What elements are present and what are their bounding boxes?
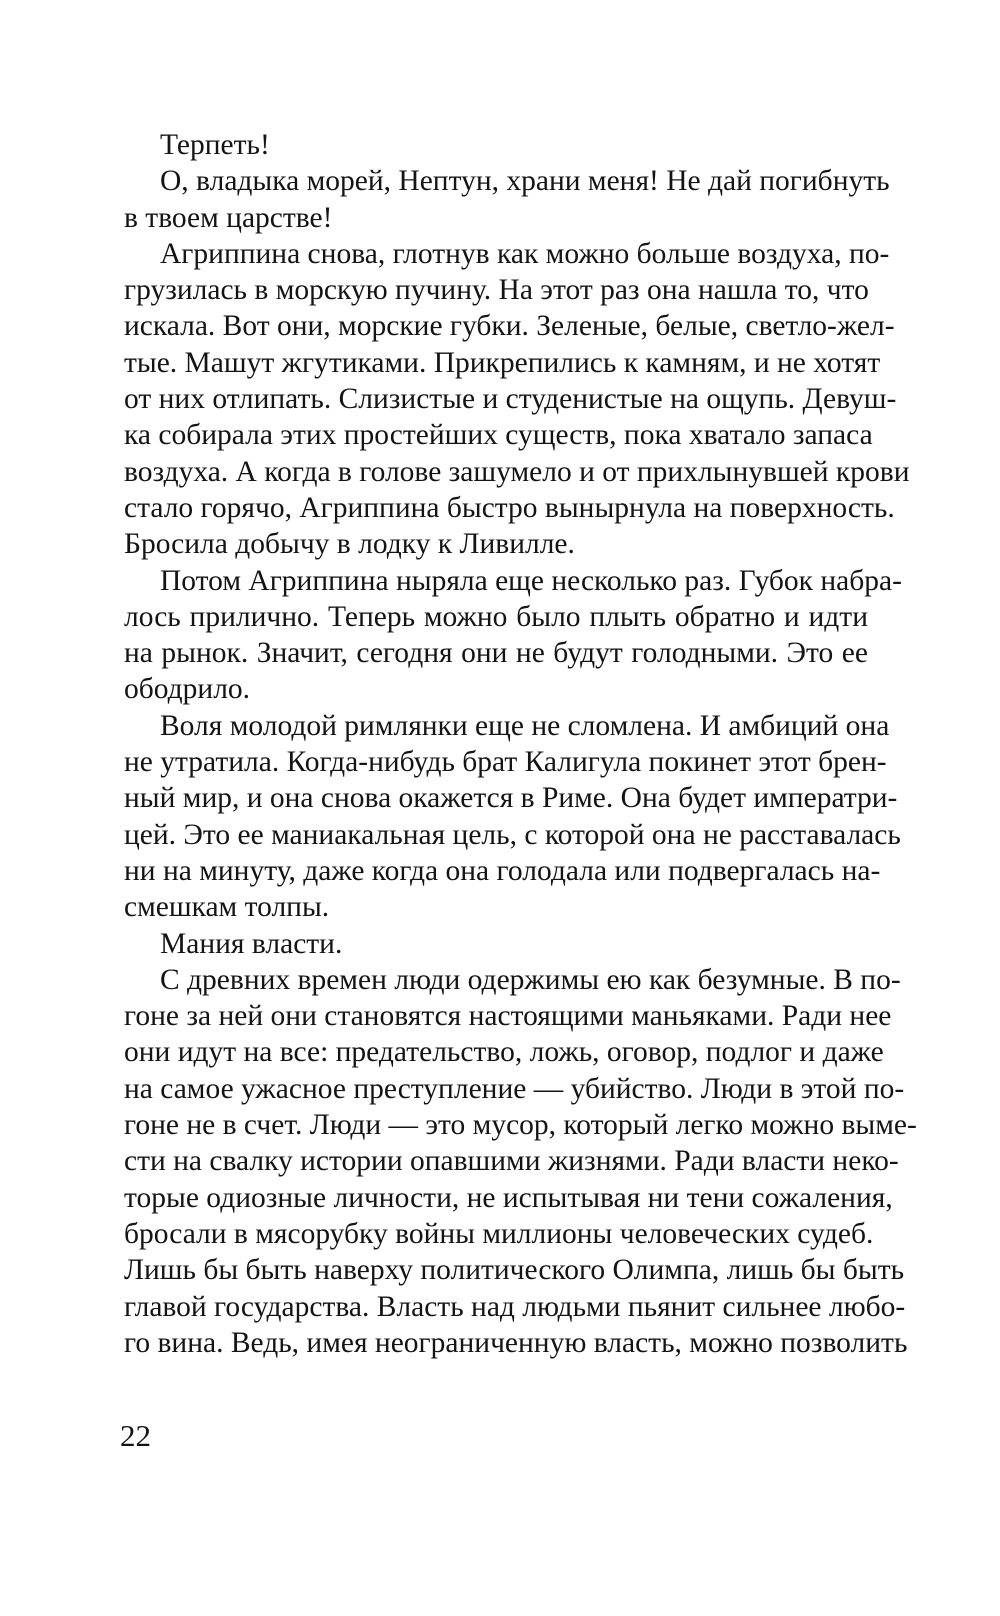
text-line: гоне за ней они становятся настоящими маньяками. Ради нее xyxy=(124,1000,892,1033)
page-number: 22 xyxy=(120,1418,151,1453)
text-line: они идут на все: предательство, ложь, оговор, подлог и даже xyxy=(124,1036,884,1069)
text-line: Мания власти. xyxy=(160,927,343,960)
text-line: искала. Вот они, морские губки. Зеленые, белые, светло-жел- xyxy=(124,310,895,343)
text-line: ни на минуту, даже когда она голодала или подвергалась на- xyxy=(124,854,881,887)
text-line: лось прилично. Теперь можно было плыть обратно и идти xyxy=(124,600,868,633)
text-line: ка собирала этих простейших существ, пока хватало запаса xyxy=(124,419,873,452)
text-line: О, владыка морей, Нептун, храни меня! Не дай погибнуть xyxy=(160,165,890,198)
text-line: Агриппина снова, глотнув как можно больше воздуха, по- xyxy=(160,237,890,270)
text-line: го вина. Ведь, имея неограниченную власть, можно позволить xyxy=(124,1326,908,1359)
text-line: на рынок. Значит, сегодня они не будут голодными. Это ее xyxy=(124,637,868,670)
text-line: Потом Агриппина ныряла еще несколько раз. Губок набра- xyxy=(160,564,902,597)
text-line: торые одиозные личности, не испытывая ни тени сожаления, xyxy=(124,1181,893,1214)
text-line: бросали в мясорубку войны миллионы человеческих судеб. xyxy=(124,1217,874,1250)
text-line: Воля молодой римлянки еще не сломлена. И амбиций она xyxy=(160,709,890,742)
text-line: цей. Это ее маниакальная цель, с которой она не расставалась xyxy=(124,818,901,851)
text-line: от них отлипать. Слизистые и студенистые на ощупь. Девуш- xyxy=(124,383,897,416)
text-line: стало горячо, Агриппина быстро вынырнула на поверхность. xyxy=(124,491,895,524)
text-line: Лишь бы быть наверху политического Олимпа, лишь бы быть xyxy=(124,1254,905,1287)
text-line: Терпеть! xyxy=(160,129,270,161)
page-body-text xyxy=(124,127,917,1361)
text-line: гоне не в счет. Люди — это мусор, который легко можно выме- xyxy=(124,1109,917,1142)
text-line: главой государства. Власть над людьми пьянит сильнее любо- xyxy=(124,1290,906,1323)
text-line: С древних времен люди одержимы ею как безумные. В по- xyxy=(160,963,901,996)
text-line: в твоем царстве! xyxy=(124,201,333,234)
text-line: ободрило. xyxy=(124,673,251,706)
text-line: смешкам толпы. xyxy=(124,891,330,924)
text-line: сти на свалку истории опавшими жизнями. Ради власти неко- xyxy=(124,1145,899,1178)
text-line: ный мир, и она снова окажется в Риме. Она будет императри- xyxy=(124,782,898,815)
text-line: воздуха. А когда в голове зашумело и от прихлынувшей крови xyxy=(124,455,910,488)
text-line: на самое ужасное преступление — убийство. Люди в этой по- xyxy=(124,1072,905,1105)
text-line: не утратила. Когда-нибудь брат Калигула покинет этот брен- xyxy=(124,746,887,779)
text-line: тые. Машут жгутиками. Прикрепились к камням, и не хотят xyxy=(124,346,881,379)
text-line: Бросила добычу в лодку к Ливилле. xyxy=(124,528,575,561)
text-line: грузилась в морскую пучину. На этот раз она нашла то, что xyxy=(124,274,869,307)
